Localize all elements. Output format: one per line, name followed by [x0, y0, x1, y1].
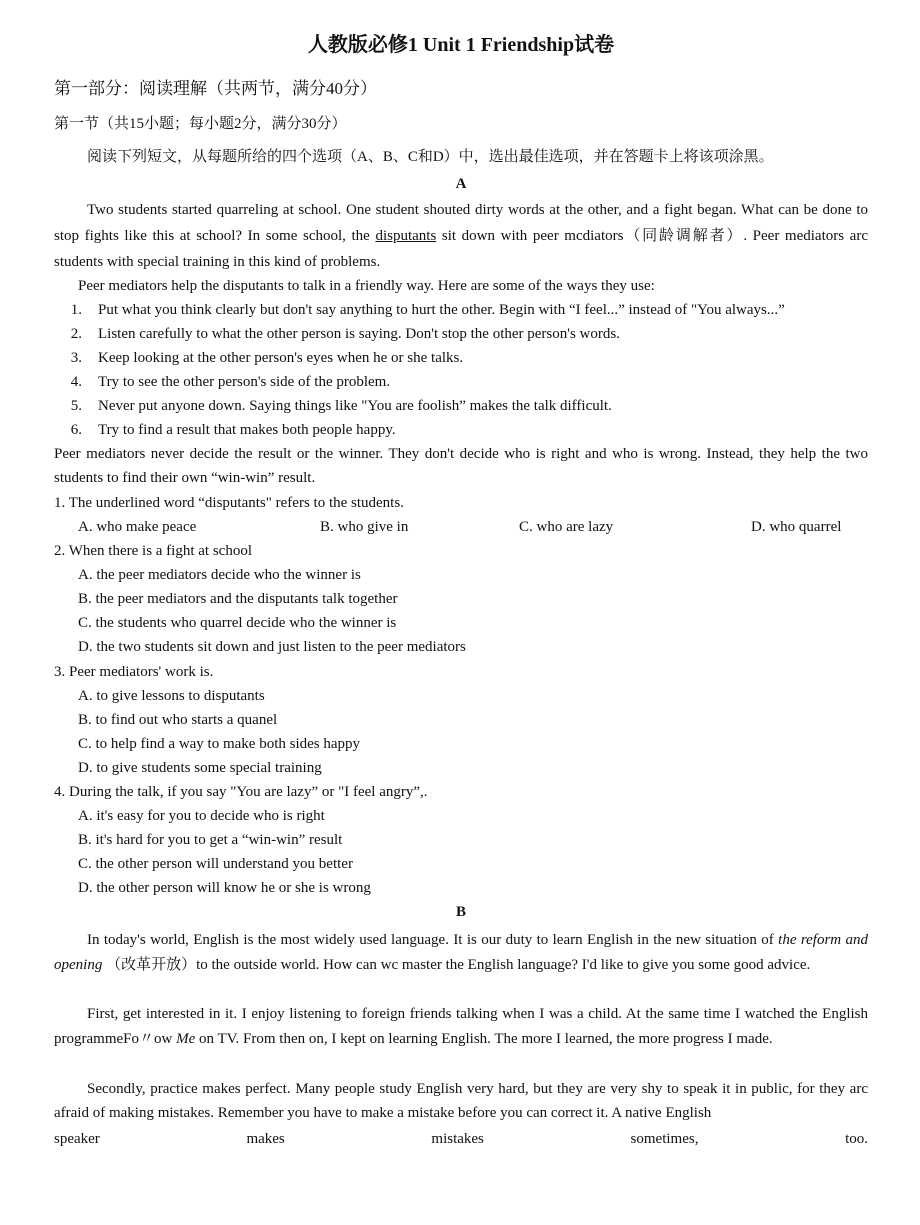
question-4-option-d[interactable]: D. the other person will know he or she is wrong: [78, 880, 371, 896]
passage-b-paragraph-1: In today's world, English is the most widely used language. It is our duty to learn English in the new situation of the reform and opening （改革开放）to the outside world. How can wc master the English language? I'd like to give you some good advice.: [54, 932, 869, 973]
question-3-option-c[interactable]: C. to help find a way to make both sides happy: [78, 736, 361, 752]
question-2-option-c[interactable]: C. the students who quarrel decide who the winner is: [78, 615, 397, 631]
passage-b-paragraph-2: First, get interested in it. I enjoy listening to foreign friends talking when I was a child. At the same time I watched the English programmeFo〃ow Me on TV. From then on, I kept on learning English. The more I learned, the more progress I made.: [54, 1006, 868, 1047]
question-3-option-b[interactable]: B. to find out who starts a quanel: [78, 712, 278, 728]
question-3-option-a[interactable]: A. to give lessons to disputants: [78, 688, 265, 704]
question-4-stem: 4. During the talk, if you say "You are lazy” or "I feel angry”,.: [54, 784, 428, 800]
passage-b-label: B: [455, 904, 466, 920]
question-1-option-a[interactable]: A. who make peace: [78, 519, 197, 535]
question-4-option-c[interactable]: C. the other person will understand you better: [78, 856, 353, 872]
passage-a-paragraph-3: Peer mediators never decide the result or the winner. They don't decide who is right and who is wrong. Instead, they help the two students to find their own “win-win” result.: [54, 446, 868, 486]
question-1-option-c[interactable]: C. who are lazy: [519, 519, 614, 535]
question-1-option-b[interactable]: B. who give in: [320, 519, 409, 535]
underlined-word: disputants: [375, 228, 437, 244]
question-3-option-d[interactable]: D. to give students some special training: [78, 760, 322, 776]
question-2-option-d[interactable]: D. the two students sit down and just listen to the peer mediators: [78, 639, 466, 655]
question-4-option-b[interactable]: B. it's hard for you to get a “win-win” result: [78, 832, 343, 848]
question-1-option-d[interactable]: D. who quarrel: [751, 519, 842, 535]
question-3-stem: 3. Peer mediators' work is.: [54, 664, 214, 680]
passage-a-paragraph-1: Two students started quarreling at school. One student shouted dirty words at the other, and a fight began. What can be done to stop fights like this at school? In some school, the disputants sit down with peer mcdiators（同龄调解者）. Peer mediators arc students with special training in this kind of problems.: [54, 202, 868, 270]
question-2-option-b[interactable]: B. the peer mediators and the disputants talk together: [78, 591, 398, 607]
question-4-option-a[interactable]: A. it's easy for you to decide who is right: [78, 808, 325, 824]
question-2-stem: 2. When there is a fight at school: [54, 543, 253, 559]
question-2-option-a[interactable]: A. the peer mediators decide who the winner is: [78, 567, 361, 583]
page-title: 人教版必修1 Unit 1 Friendship试卷: [307, 34, 615, 56]
passage-b-paragraph-3: Secondly, practice makes perfect. Many people study English very hard, but they are very shy to speak it in public, for they arc afraid of making mistakes. Remember you have to make a mistake before you can correct it. A native English: [54, 1081, 868, 1121]
part1-heading: 第一部分：阅读理解（共两节，满分40分）: [54, 79, 377, 98]
question-1-stem: 1. The underlined word “disputants" refers to the students.: [54, 495, 404, 511]
instruction-text: 阅读下列短文，从每题所给的四个选项（A、B、C和D）中，选出最佳选项，并在答题卡上将该项涂黑。: [87, 149, 774, 165]
passage-a-paragraph-2: Peer mediators help the disputants to talk in a friendly way. Here are some of the ways they use:: [78, 278, 655, 294]
passage-b-paragraph-3-last-line: speaker makes mistakes sometimes, too.: [54, 1131, 868, 1147]
section1-heading: 第一节（共15小题；每小题2分，满分30分）: [54, 116, 347, 132]
passage-a-label: A: [455, 176, 467, 192]
